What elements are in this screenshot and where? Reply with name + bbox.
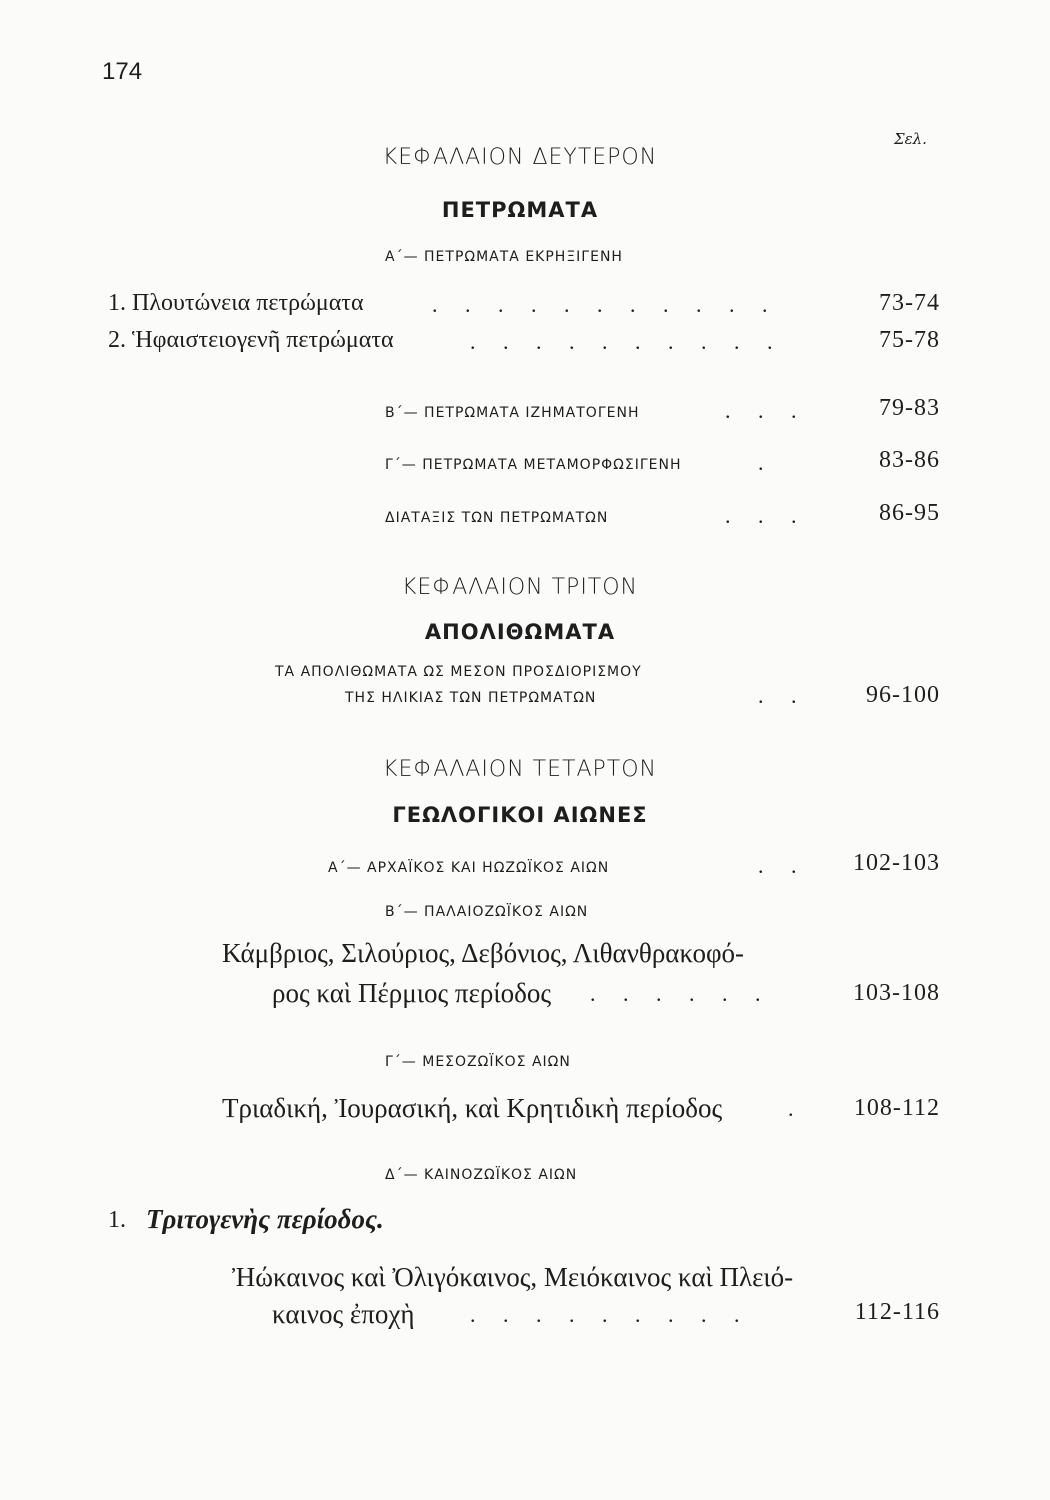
chapter2-arrangement-pages: 86-95 <box>879 500 940 526</box>
toc-item-1-dots: . . . . . . . . . . . <box>432 292 779 317</box>
chapter4-section-a: Α΄— ΑΡΧΑΪΚΟΣ ΚΑΙ ΗΩΖΩΪΚΟΣ ΑΙΩΝ <box>328 860 610 876</box>
chapter4-section-b: Β΄— ΠΑΛΑΙΟΖΩΪΚΟΣ ΑΙΩΝ <box>385 904 589 920</box>
chapter3-title: ΑΠΟΛΙΘΩΜΑΤΑ <box>424 620 616 644</box>
chapter3-line2: ΤΗΣ ΗΛΙΚΙΑΣ ΤΩΝ ΠΕΤΡΩΜΑΤΩΝ <box>345 690 597 706</box>
chapter3-dots: . . <box>758 683 808 708</box>
tertiary-line1: Ἠώκαινος καὶ Ὀλιγόκαινος, Μειόκαινος καὶ Πλειό- <box>232 1262 794 1292</box>
page-number: 174 <box>102 58 143 85</box>
chapter3-heading: ΚΕΦΑΛΑΙΟΝ ΤΡΙΤΟΝ <box>401 575 639 600</box>
chapter4-section-g: Γ΄— ΜΕΣΟΖΩΪΚΟΣ ΑΙΩΝ <box>385 1054 571 1070</box>
chapter2-section-g-pages: 83-86 <box>879 447 940 473</box>
chapter3-pages: 96-100 <box>866 682 940 708</box>
chapter4-section-a-pages: 102-103 <box>853 850 940 876</box>
chapter2-section-g: Γ΄— ΠΕΤΡΩΜΑΤΑ ΜΕΤΑΜΟΡΦΩΣΙΓΕΝΗ <box>385 457 682 473</box>
chapter4-section-a-dots: . . <box>758 853 808 878</box>
chapter2-arrangement: ΔΙΑΤΑΞΙΣ ΤΩΝ ΠΕΤΡΩΜΑΤΩΝ <box>385 510 609 526</box>
chapter4-title: ΓΕΩΛΟΓΙΚΟΙ ΑΙΩΝΕΣ <box>392 803 648 827</box>
chapter4-section-g-dots: . <box>788 1096 805 1121</box>
chapter4-heading: ΚΕΦΑΛΑΙΟΝ ΤΕΤΑΡΤΟΝ <box>383 757 657 782</box>
chapter4-section-g-pages: 108-112 <box>853 1095 940 1121</box>
toc-item-2-pages: 75-78 <box>879 327 940 353</box>
chapter2-heading: ΚΕΦΑΛΑΙΟΝ ΔΕΥΤΕΡΟΝ <box>382 145 658 170</box>
toc-item-2-dots: . . . . . . . . . . <box>470 329 784 354</box>
toc-item-1-pages: 73-74 <box>879 290 940 316</box>
chapter3-line1: ΤΑ ΑΠΟΛΙΘΩΜΑΤΑ ΩΣ ΜΕΣΟΝ ΠΡΟΣΔΙΟΡΙΣΜΟΥ <box>275 664 642 680</box>
chapter2-section-g-dots: . <box>758 450 775 475</box>
chapter2-section-b: Β΄— ΠΕΤΡΩΜΑΤΑ ΙΖΗΜΑΤΟΓΕΝΗ <box>385 405 640 421</box>
chapter4-section-b-line1: Κάμβριος, Σιλούριος, Δεβόνιος, Λιθανθρακοφό- <box>222 938 745 968</box>
page-column-label: Σελ. <box>894 130 927 148</box>
chapter2-section-b-dots: . . . <box>725 398 808 423</box>
chapter2-title: ΠΕΤΡΩΜΑΤΑ <box>441 198 599 222</box>
chapter2-section-a: Α΄— ΠΕΤΡΩΜΑΤΑ ΕΚΡΗΞΙΓΕΝΗ <box>385 249 623 265</box>
tertiary-dots: . . . . . . . . . <box>470 1302 751 1327</box>
toc-item-1: 1. Πλουτώνεια πετρώματα <box>108 290 364 316</box>
tertiary-pages: 112-116 <box>854 1299 940 1325</box>
chapter2-arrangement-dots: . . . <box>725 503 808 528</box>
chapter4-section-g-text: Τριαδική, Ἰουρασική, καὶ Κρητιδικὴ περίοδος <box>222 1093 723 1123</box>
chapter2-section-b-pages: 79-83 <box>879 395 940 421</box>
chapter4-section-d: Δ΄— ΚΑΙΝΟΖΩΪΚΟΣ ΑΙΩΝ <box>385 1167 578 1183</box>
tertiary-number: 1. <box>108 1207 126 1233</box>
tertiary-title: Τριτογενὴς περίοδος. <box>146 1204 384 1234</box>
tertiary-line2: καινος ἐποχὴ <box>272 1299 415 1329</box>
chapter4-section-b-pages: 103-108 <box>853 980 940 1006</box>
chapter4-section-b-dots: . . . . . . <box>590 981 772 1006</box>
toc-item-2: 2. Ἡφαιστειογενῆ πετρώματα <box>108 327 394 353</box>
chapter4-section-b-line2: ρος καὶ Πέρμιος περίοδος <box>272 978 552 1008</box>
